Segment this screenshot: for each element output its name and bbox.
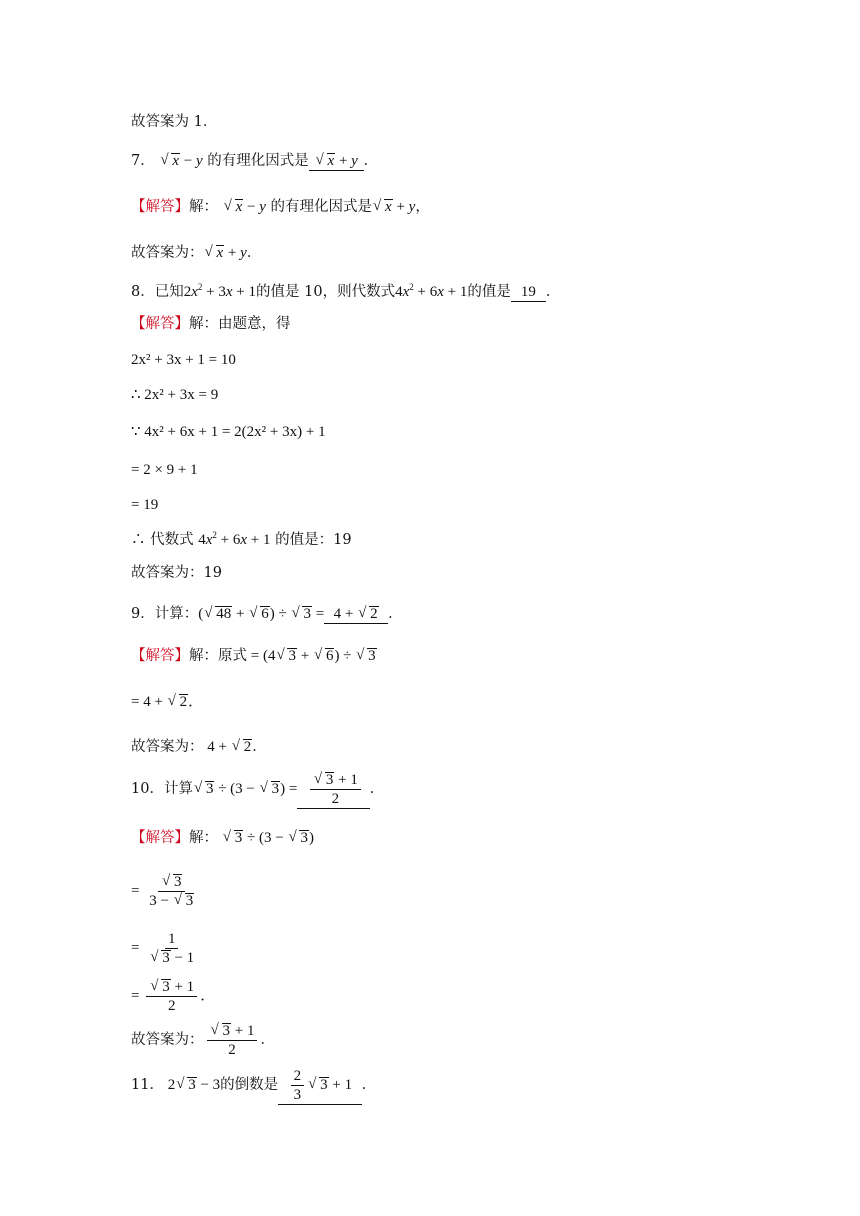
solution-step: ∵ 4x² + 6x + 1 = 2(2x² + 3x) + 1 (131, 424, 326, 440)
answer-blank: √ x + y (309, 152, 364, 171)
math-expression: 2√ 3 − 3 (164, 1077, 220, 1093)
solution-step: = 4 + √ 2． (131, 692, 203, 712)
question-number: 8．已知 (131, 284, 184, 300)
math-expression: $4x^2 + 6x + 1$ (198, 530, 271, 548)
solution-step: = √ $\frac{3 + 1}{2}$ ． (131, 976, 215, 1016)
solution-text: 解：由题意，得 (189, 316, 291, 332)
solution-9 (131, 646, 377, 666)
question-number: 11． (131, 1077, 164, 1093)
math-expression: (√ 48 + √ 6) ÷ √ 3 = (198, 606, 324, 622)
solution-text: 解： (189, 830, 218, 846)
question-number: 7． (131, 153, 155, 169)
final-answer-10: 故答案为： √ $\frac{3 + 1}{2}$ ． (131, 1020, 275, 1060)
step-text: ∴ 代数式 (131, 532, 194, 548)
solution-label: 【解答】 (131, 830, 189, 846)
math-expression: $2x^2 + 3x + 1$ (183, 282, 257, 300)
solution-8 (131, 314, 291, 334)
solution-prefix: 解： (189, 199, 218, 215)
answer-blank: √ $\frac{3 + 1}{2}$ (297, 771, 369, 809)
solution-10 (131, 828, 314, 848)
answer-line: 故答案为 1． (131, 114, 218, 130)
final-answer-7: 故答案为：√ x + y． (131, 243, 261, 263)
math-expression: √ $\frac{3 + 1}{2}$ (204, 1032, 261, 1048)
math-expression: √ 3 ÷ (3 − √ 3) (218, 830, 314, 846)
question-9: 9．计算：(√ 48 + √ 6) ÷ √ 3 = 4 + √ 2 ． (131, 604, 403, 624)
math-expression: $4x^2 + 6x + 1$ (395, 282, 468, 300)
math-expression: 4 + √ 2 (204, 739, 253, 755)
question-text: 的有理化因式是 (207, 153, 309, 169)
question-number: 9．计算： (131, 606, 199, 622)
final-label: 故答案为： (131, 1032, 204, 1048)
solution-step: 2x² + 3x + 1 = 10 (131, 352, 236, 368)
question-11: 11． 2√ 3 − 3的倒数是 $\frac{2}{3}$ √ 3 + 1 ． (131, 1065, 376, 1105)
solution-7: 【解答】解： √ x − y 的有理化因式是√ x + y， (131, 197, 430, 217)
solution-step: = 2 × 9 + 1 (131, 462, 198, 478)
solution-step: = 1 √ 3 − 1 (131, 928, 200, 968)
final-label: 故答案为： (131, 739, 204, 755)
question-text: 的值是 10，则代数式 (256, 284, 396, 300)
solution-label: 【解答】 (131, 316, 189, 332)
solution-step: ∴ 2x² + 3x = 9 (131, 387, 219, 403)
question-7: 7． √ x − y 的有理化因式是 √ x + y ． (131, 151, 378, 171)
solution-text: 解：原式 (189, 648, 247, 664)
solution-step (131, 530, 352, 550)
question-8: 8．已知$2x^2 + 3x + 1$的值是 10，则代数式$4x^2 + 6x + 1$的值是 19 ． (131, 282, 561, 300)
math-expression: = (4√ 3 + √ 6) ÷ √ 3 (247, 648, 377, 664)
math-expression: √ x − y (159, 153, 202, 169)
question-10: 10．计算√ 3 ÷ (3 − √ 3) = √ $\frac{3 + 1}{2}$ ． (131, 770, 384, 809)
math-expression: √ 3 ÷ (3 − √ 3) = (193, 781, 297, 797)
question-number: 10．计算 (131, 781, 193, 797)
solution-label: 【解答】 (131, 648, 189, 664)
question-text: 的值是 (467, 284, 511, 300)
answer-blank: 4 + √ 2 (324, 605, 388, 624)
solution-step: = 19 (131, 497, 159, 513)
math-expression: √ x − y (223, 199, 266, 215)
step-text: 的值是：19 (275, 532, 352, 548)
final-answer-9: 故答案为： 4 + √ 2． (131, 737, 267, 757)
math-expression: √ x + y (204, 245, 247, 261)
final-label: 故答案为： (131, 245, 204, 261)
math-expression: √ x + y (372, 199, 415, 215)
solution-label: 【解答】 (131, 199, 189, 215)
question-text: 的倒数是 (220, 1077, 279, 1093)
solution-text: 的有理化因式是 (270, 199, 373, 215)
solution-step: = √ $\frac{3}{3 - √ 3}$ (131, 870, 200, 912)
answer-blank: 19 (511, 283, 546, 302)
final-answer-8: 故答案为：19 (131, 565, 222, 581)
answer-blank: $\frac{2}{3}$ √ 3 + 1 (278, 1067, 361, 1105)
